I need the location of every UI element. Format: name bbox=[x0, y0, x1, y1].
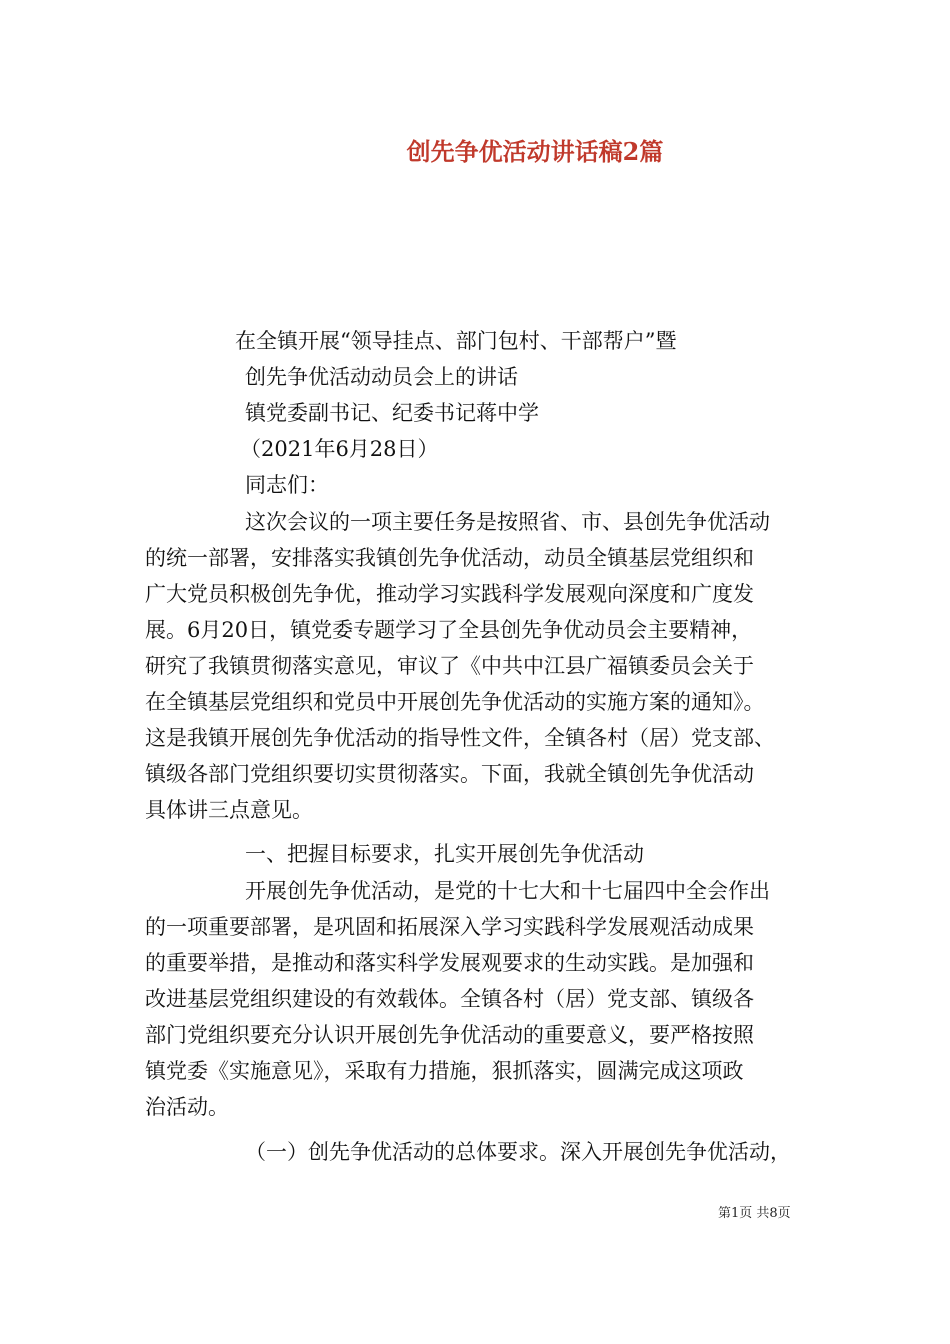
paragraph-line: 这是我镇开展创先争优活动的指导性文件，全镇各村（居）党支部、 bbox=[145, 726, 775, 750]
paragraph-line: 的一项重要部署，是巩固和拓展深入学习实践科学发展观活动成果 bbox=[145, 915, 754, 939]
paragraph-line: 广大党员积极创先争优，推动学习实践科学发展观向深度和广度发 bbox=[145, 582, 754, 606]
paragraph-line: 治活动。 bbox=[145, 1095, 229, 1119]
paragraph-line: 的重要举措，是推动和落实科学发展观要求的生动实践。是加强和 bbox=[145, 951, 754, 975]
paragraph-line: 镇级各部门党组织要切实贯彻落实。下面，我就全镇创先争优活动 bbox=[145, 762, 754, 786]
date-line: （2021年6月28日） bbox=[240, 437, 439, 461]
paragraph-line: 具体讲三点意见。 bbox=[145, 798, 313, 822]
salutation: 同志们： bbox=[245, 473, 329, 497]
paragraph-line: 研究了我镇贯彻落实意见，审议了《中共中江县广福镇委员会关于 bbox=[145, 654, 754, 678]
paragraph-line: 镇党委《实施意见》，采取有力措施，狠抓落实，圆满完成这项政 bbox=[145, 1059, 744, 1083]
speaker-line: 镇党委副书记、纪委书记蒋中学 bbox=[245, 401, 539, 425]
paragraph-line: 这次会议的一项主要任务是按照省、市、县创先争优活动 bbox=[245, 510, 770, 534]
paragraph-line: 展。6月20日，镇党委专题学习了全县创先争优动员会主要精神， bbox=[145, 618, 753, 642]
paragraph-line: 开展创先争优活动，是党的十七大和十七届四中全会作出 bbox=[245, 879, 770, 903]
subsection-line: （一）创先争优活动的总体要求。深入开展创先争优活动， bbox=[245, 1140, 791, 1164]
paragraph-line: 部门党组织要充分认识开展创先争优活动的重要意义，要严格按照 bbox=[145, 1023, 754, 1047]
paragraph-line: 的统一部署，安排落实我镇创先争优活动，动员全镇基层党组织和 bbox=[145, 546, 754, 570]
heading-line: 在全镇开展“领导挂点、部门包村、干部帮户”暨 bbox=[235, 329, 677, 353]
page-footer: 第1页 共8页 bbox=[718, 1206, 791, 1221]
paragraph-line: 改进基层党组织建设的有效载体。全镇各村（居）党支部、镇级各 bbox=[145, 987, 754, 1011]
document-title: 创先争优活动讲话稿2篇 bbox=[406, 137, 664, 166]
section-heading: 一、把握目标要求，扎实开展创先争优活动 bbox=[245, 842, 644, 866]
paragraph-line: 在全镇基层党组织和党员中开展创先争优活动的实施方案的通知》。 bbox=[145, 690, 765, 714]
heading-line: 创先争优活动动员会上的讲话 bbox=[245, 365, 518, 389]
